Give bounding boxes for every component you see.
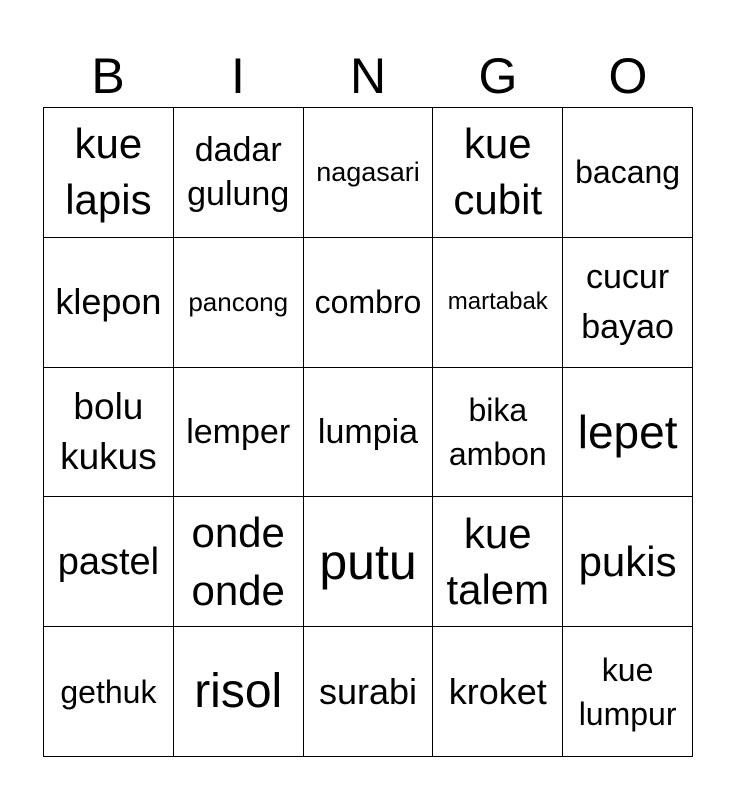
bingo-cell[interactable] [44, 108, 174, 238]
cell-label: nagasari [316, 157, 420, 188]
cell-label: kue lumpur [578, 651, 677, 732]
bingo-cell[interactable] [304, 627, 434, 757]
cell-label: pancong [188, 287, 289, 318]
cell-label: kue lapis [65, 120, 152, 224]
cell-label: kue talem [446, 509, 550, 613]
cell-label: pukis [578, 537, 677, 585]
bingo-cell[interactable] [44, 368, 174, 498]
bingo-cell[interactable] [433, 627, 563, 757]
bingo-cell[interactable] [563, 497, 693, 627]
bingo-cell[interactable] [563, 627, 693, 757]
bingo-cell[interactable] [433, 238, 563, 368]
header-letter-g: G [478, 48, 518, 104]
cell-label: bika ambon [448, 391, 547, 472]
bingo-header [43, 46, 693, 106]
cell-label: lepet [577, 405, 678, 458]
cell-label: klepon [55, 281, 162, 323]
cell-label: surabi [318, 670, 418, 712]
bingo-cell[interactable] [44, 497, 174, 627]
header-letter-i: I [231, 48, 245, 104]
bingo-cell[interactable] [174, 368, 304, 498]
cell-label: martabak [447, 288, 548, 316]
cell-label: lemper [186, 412, 291, 451]
cell-label: combro [314, 284, 422, 321]
cell-label: risol [194, 664, 283, 718]
bingo-cell[interactable] [433, 368, 563, 498]
bingo-cell[interactable] [304, 108, 434, 238]
bingo-cell[interactable] [174, 108, 304, 238]
cell-label: putu [319, 533, 417, 590]
bingo-cell[interactable] [44, 627, 174, 757]
header-letter-n: N [349, 48, 387, 104]
bingo-cell[interactable] [433, 108, 563, 238]
cell-label: onde onde [191, 508, 285, 614]
header-letter-o: O [608, 48, 648, 104]
bingo-cell[interactable] [563, 108, 693, 238]
cell-label: kue cubit [453, 120, 543, 224]
cell-label: dadar gulung [187, 131, 290, 214]
cell-label: pastel [57, 540, 160, 583]
cell-label: bolu kukus [60, 385, 157, 477]
cell-label: bacang [575, 154, 681, 191]
bingo-cell[interactable] [174, 497, 304, 627]
bingo-cell[interactable] [563, 238, 693, 368]
bingo-cell[interactable] [174, 238, 304, 368]
header-letter-b: B [91, 48, 125, 104]
cell-label: kroket [448, 670, 547, 712]
cell-label: lumpia [317, 412, 419, 451]
bingo-cell[interactable] [304, 497, 434, 627]
bingo-cell[interactable] [433, 497, 563, 627]
bingo-cell[interactable] [304, 238, 434, 368]
cell-label: cucur bayao [581, 258, 674, 347]
bingo-cell[interactable] [44, 238, 174, 368]
bingo-grid [43, 107, 693, 757]
bingo-cell[interactable] [304, 368, 434, 498]
bingo-cell[interactable] [174, 627, 304, 757]
cell-label: gethuk [60, 673, 157, 710]
bingo-cell[interactable] [563, 368, 693, 498]
